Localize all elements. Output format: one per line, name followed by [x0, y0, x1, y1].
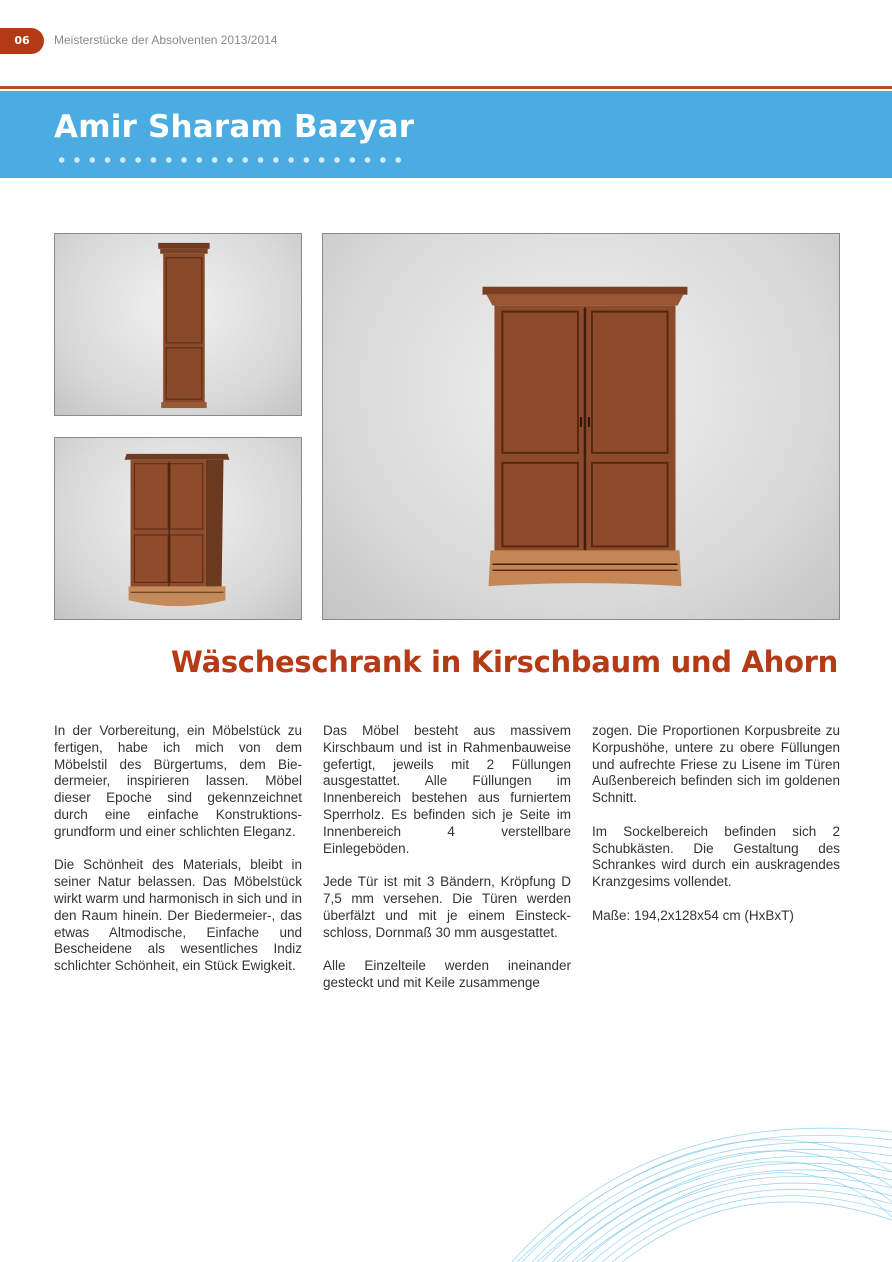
paragraph: Die Schönheit des Materials, bleibt in seiner Natur belassen. Das Möbelstück wirkt warm und harmonisch in sich und in den Raum hinein. Der Biedermeier-, das etwas Altmodische, Einfache und Bescheidene als wesentliches Indiz schlichter Schönheit, ein Stück Ewigkeit. [54, 857, 302, 974]
photo-front-view [322, 233, 840, 620]
running-header: Meisterstücke der Absolventen 2013/2014 [54, 33, 278, 47]
paragraph: In der Vorbereitung, ein Möbelstück zu fertigen, habe ich mich von dem Möbelstil des Bürgertums, dem Biedermeier, inspirieren lassen. Möbel dieser Epoche sind gekennzeichnet durch eine einfache Konstruktionsgrundform und einer schlichten Eleganz. [54, 723, 302, 839]
cabinet-front-illustration [323, 234, 839, 619]
article-title: Wäscheschrank in Kirschbaum und Ahorn [170, 645, 838, 679]
cabinet-side-illustration [55, 234, 301, 415]
paragraph: Jede Tür ist mit 3 Bändern, Kröpfung D 7,5 mm versehen. Die Türen werden überfälzt und mit je einem Einsteckschloss, Dornmaß 30 mm ausgestattet. [323, 874, 571, 940]
text-column-3 [592, 723, 840, 941]
paragraph: Im Sockelbereich befinden sich 2 Schubkästen. Die Gestaltung des Schrankes wird durch ein auskragendes Kranzgesims vollendet. [592, 823, 840, 890]
header-rule [0, 86, 892, 89]
paragraph: Das Möbel besteht aus massivem Kirschbaum und ist in Rahmenbauweise gefertigt, jeweils mit 2 Füllungen ausgestattet. Alle Füllungen im Innenbereich bestehen aus furniertem Sperrholz. Es befinden sich je Seite im Innenbereich 4 verstellbare Einlegeböden. [323, 723, 571, 856]
cabinet-angled-illustration [55, 438, 301, 619]
text-column-1 [54, 723, 302, 992]
paragraph: zogen. Die Proportionen Korpusbreite zu Korpushöhe, untere zu obere Füllungen und aufrechte Friese zu Lisene im Türen Außenbereich befinden sich im goldenen Schnitt. [592, 723, 840, 806]
paragraph: Maße: 194,2x128x54 cm (HxBxT) [592, 907, 794, 923]
decorative-wave-lines [512, 1112, 892, 1262]
photo-angled-view [54, 437, 302, 620]
page-number: 06 [0, 28, 44, 54]
photo-side-view [54, 233, 302, 416]
dotted-divider [54, 156, 406, 164]
text-column-2 [323, 723, 571, 1009]
paragraph: Alle Einzelteile werden ineinander gesteckt und mit Keile zusammenge [323, 958, 571, 990]
author-band [0, 91, 892, 178]
author-name: Amir Sharam Bazyar [54, 109, 415, 145]
